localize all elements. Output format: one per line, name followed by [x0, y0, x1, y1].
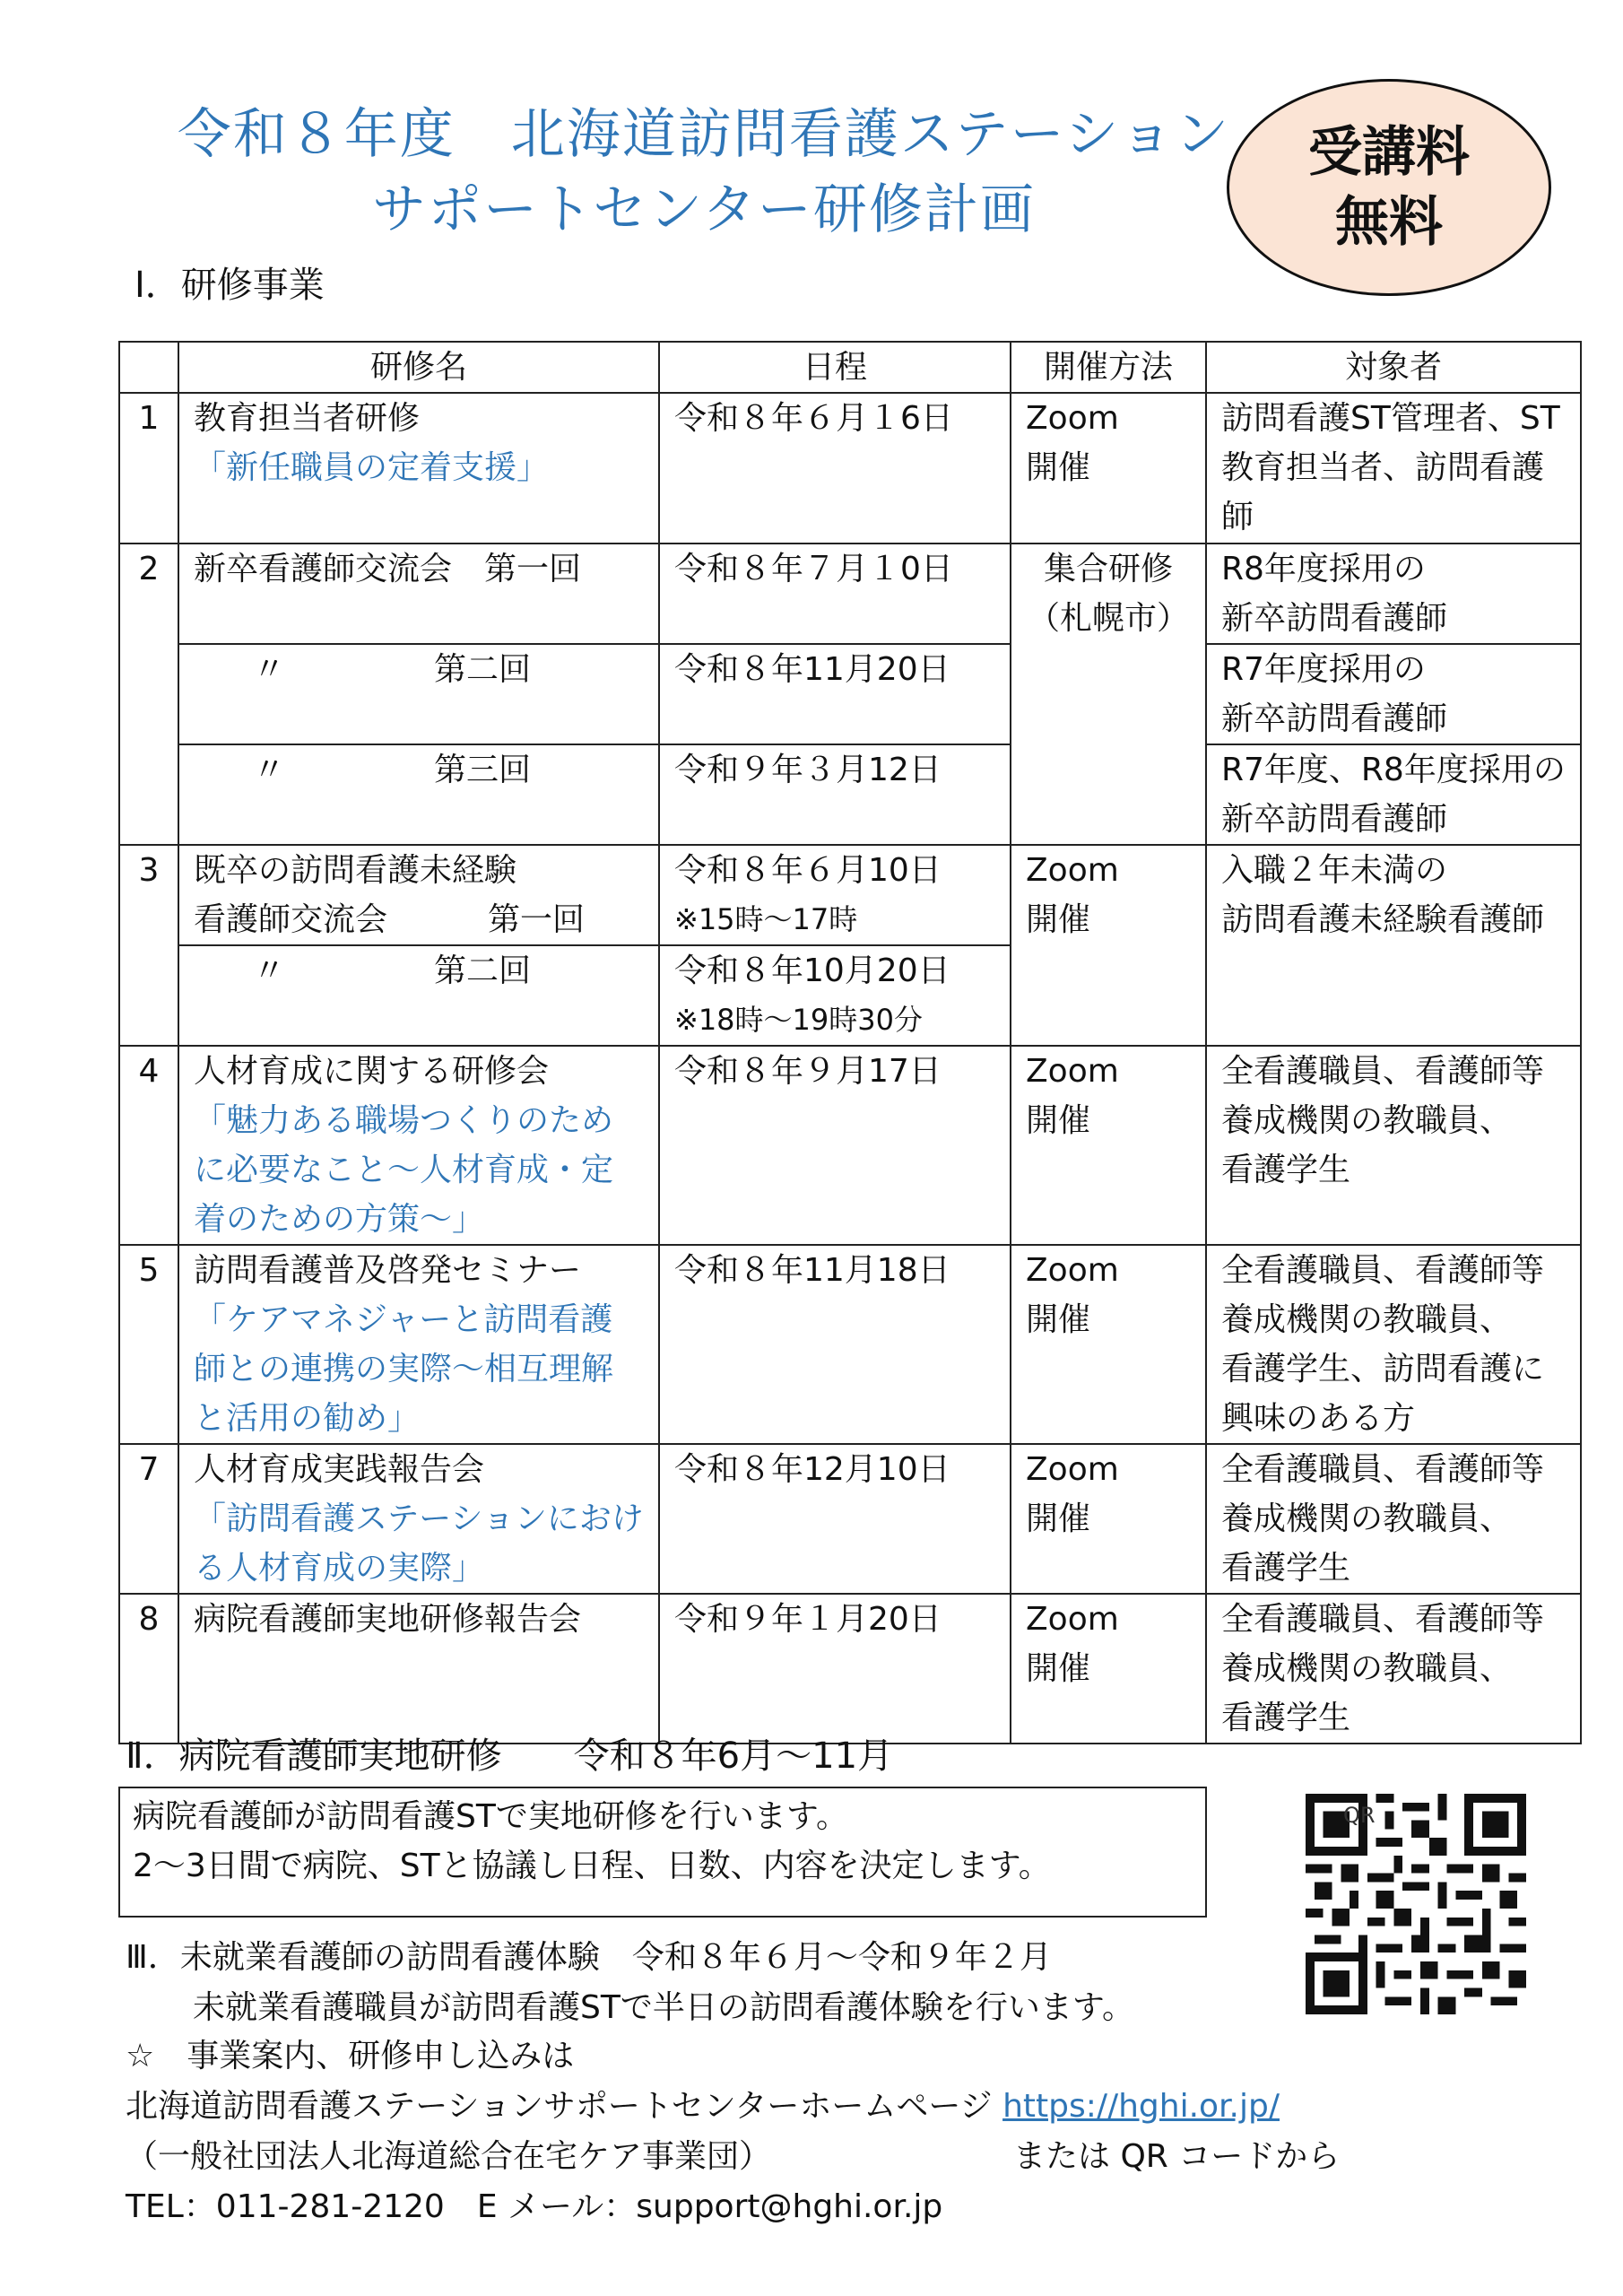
section-1-heading: Ⅰ．研修事業	[135, 265, 325, 306]
training-target: R7年度、R8年度採用の新卒訪問看護師	[1206, 744, 1581, 845]
training-method: Zoom 開催	[1011, 1046, 1206, 1245]
training-date: 令和８年11月20日	[659, 644, 1011, 744]
round-label: 第二回	[434, 952, 532, 989]
row-number: 7	[119, 1444, 178, 1594]
header-name: 研修名	[178, 342, 659, 393]
training-title: 訪問看護普及啓発セミナー	[194, 1252, 582, 1289]
training-subtitle: 「訪問看護ステーションにおける人材育成の実際」	[194, 1500, 644, 1587]
badge-line-2: 無料	[1335, 191, 1443, 254]
training-method: Zoom 開催	[1011, 1444, 1206, 1594]
training-method: Zoom 開催	[1011, 1245, 1206, 1444]
header-target: 対象者	[1206, 342, 1581, 393]
training-title: 新卒看護師交流会	[194, 551, 453, 587]
title-line-2: サポートセンター研修計画	[372, 178, 1036, 241]
ditto-mark: 〃	[252, 651, 285, 688]
ditto-mark: 〃	[252, 752, 285, 788]
training-date	[659, 845, 1011, 945]
table-row	[119, 1444, 1581, 1594]
training-target: R8年度採用の 新卒訪問看護師	[1206, 544, 1581, 644]
table-header-row	[119, 342, 1581, 393]
training-name	[178, 1046, 659, 1245]
training-method: Zoom 開催	[1011, 393, 1206, 544]
section-2-line-2: 2～3日間で病院、STと協議し日程、日数、内容を決定します。	[133, 1848, 1051, 1884]
training-target: 全看護職員、看護師等養成機関の教職員、 看護学生	[1206, 1444, 1581, 1594]
row-number: 8	[119, 1594, 178, 1744]
row-number: 5	[119, 1245, 178, 1444]
date-value: 令和８年６月10日	[674, 852, 942, 889]
training-target: 全看護職員、看護師等養成機関の教職員、 看護学生	[1206, 1594, 1581, 1744]
table-row	[119, 1594, 1581, 1744]
training-date	[659, 945, 1011, 1046]
section-3-heading: Ⅲ．未就業看護師の訪問看護体験 令和８年６月～令和９年２月	[126, 1939, 1052, 1976]
training-target: 訪問看護ST管理者、ST教育担当者、訪問看護師	[1206, 393, 1581, 544]
page-title	[135, 97, 1273, 248]
training-method: Zoom 開催	[1011, 1594, 1206, 1744]
footer-star-line: ☆ 事業案内、研修申し込みは	[126, 2038, 575, 2074]
training-date: 令和９年１月20日	[659, 1594, 1011, 1744]
training-method: Zoom 開催	[1011, 845, 1206, 1046]
title-line-1: 令和８年度 北海道訪問看護ステーション	[177, 103, 1231, 166]
table-row	[119, 1046, 1581, 1245]
training-table	[118, 341, 1582, 1744]
training-name	[178, 845, 659, 945]
table-row	[119, 544, 1581, 644]
qr-label: QR	[1343, 1803, 1376, 1828]
training-date: 令和８年11月18日	[659, 1245, 1011, 1444]
training-target: 全看護職員、看護師等養成機関の教職員、 看護学生、訪問看護に興味のある方	[1206, 1245, 1581, 1444]
table-row	[119, 393, 1581, 544]
time-note: ※18時～19時30分	[674, 1003, 923, 1037]
header-blank	[119, 342, 178, 393]
site-name: 北海道訪問看護ステーションサポートセンターホームページ	[126, 2088, 993, 2125]
header-date: 日程	[659, 342, 1011, 393]
website-link[interactable]: https://hghi.or.jp/	[1002, 2088, 1280, 2125]
training-name	[178, 1444, 659, 1594]
round-label: 第一回	[488, 901, 586, 938]
table-row	[119, 744, 1581, 845]
training-title: 人材育成に関する研修会	[194, 1053, 550, 1090]
ditto-mark: 〃	[252, 952, 285, 989]
training-subtitle: 「魅力ある職場つくりのために必要なこと～人材育成・定着のための方策～」	[194, 1102, 614, 1238]
footer-site-line	[126, 2083, 1280, 2131]
header-method: 開催方法	[1011, 342, 1206, 393]
section-2-heading: Ⅱ．病院看護師実地研修 令和８年6月～11月	[126, 1735, 894, 1777]
section-2-box	[118, 1787, 1207, 1918]
contact-line: TEL：011-281-2120 E メール：support@hghi.or.jp	[126, 2188, 943, 2225]
training-subtitle: 「ケアマネジャーと訪問看護師との連携の実際～相互理解と活用の勧め」	[194, 1301, 614, 1437]
free-fee-badge	[1227, 79, 1551, 296]
training-name: 病院看護師実地研修報告会	[178, 1594, 659, 1744]
training-date: 令和８年７月１0日	[659, 544, 1011, 644]
row-number: 1	[119, 393, 178, 544]
time-note: ※15時～17時	[674, 902, 858, 936]
training-date: 令和８年12月10日	[659, 1444, 1011, 1594]
date-value: 令和８年10月20日	[674, 952, 950, 989]
training-target: 全看護職員、看護師等養成機関の教職員、 看護学生	[1206, 1046, 1581, 1245]
round-label: 第二回	[434, 651, 532, 688]
training-target: R7年度採用の 新卒訪問看護師	[1206, 644, 1581, 744]
footer-org-line	[126, 2133, 771, 2181]
training-name	[178, 1245, 659, 1444]
training-name	[178, 945, 659, 1046]
section-2-line-1: 病院看護師が訪問看護STで実地研修を行います。	[133, 1798, 848, 1835]
table-row	[119, 1245, 1581, 1444]
organization-name: （一般社団法人北海道総合在宅ケア事業団）	[126, 2138, 772, 2175]
row-number: 3	[119, 845, 178, 1046]
training-title: 教育担当者研修	[194, 400, 421, 437]
training-method: 集合研修 （札幌市）	[1011, 544, 1206, 845]
training-date: 令和８年９月17日	[659, 1046, 1011, 1245]
training-date: 令和８年６月１6日	[659, 393, 1011, 544]
training-title: 既卒の訪問看護未経験	[194, 852, 517, 889]
table-row	[119, 845, 1581, 945]
training-name	[178, 644, 659, 744]
training-name	[178, 744, 659, 845]
qr-note: または QR コードから	[1013, 2138, 1341, 2175]
training-date: 令和９年３月12日	[659, 744, 1011, 845]
training-name	[178, 544, 659, 644]
training-target: 入職２年未満の 訪問看護未経験看護師	[1206, 845, 1581, 1046]
row-number: 2	[119, 544, 178, 845]
training-name	[178, 393, 659, 544]
round-label: 第一回	[484, 551, 582, 587]
row-number: 4	[119, 1046, 178, 1245]
round-label: 第三回	[434, 752, 532, 788]
table-row	[119, 644, 1581, 744]
badge-line-1: 受講料	[1308, 121, 1470, 184]
section-3-line-1: 未就業看護職員が訪問看護STで半日の訪問看護体験を行います。	[193, 1989, 1134, 2026]
qr-code-icon[interactable]	[1306, 1794, 1526, 2014]
training-subtitle: 「新任職員の定着支援」	[194, 449, 550, 486]
training-title-2: 看護師交流会	[194, 901, 388, 938]
training-title: 人材育成実践報告会	[194, 1451, 485, 1488]
